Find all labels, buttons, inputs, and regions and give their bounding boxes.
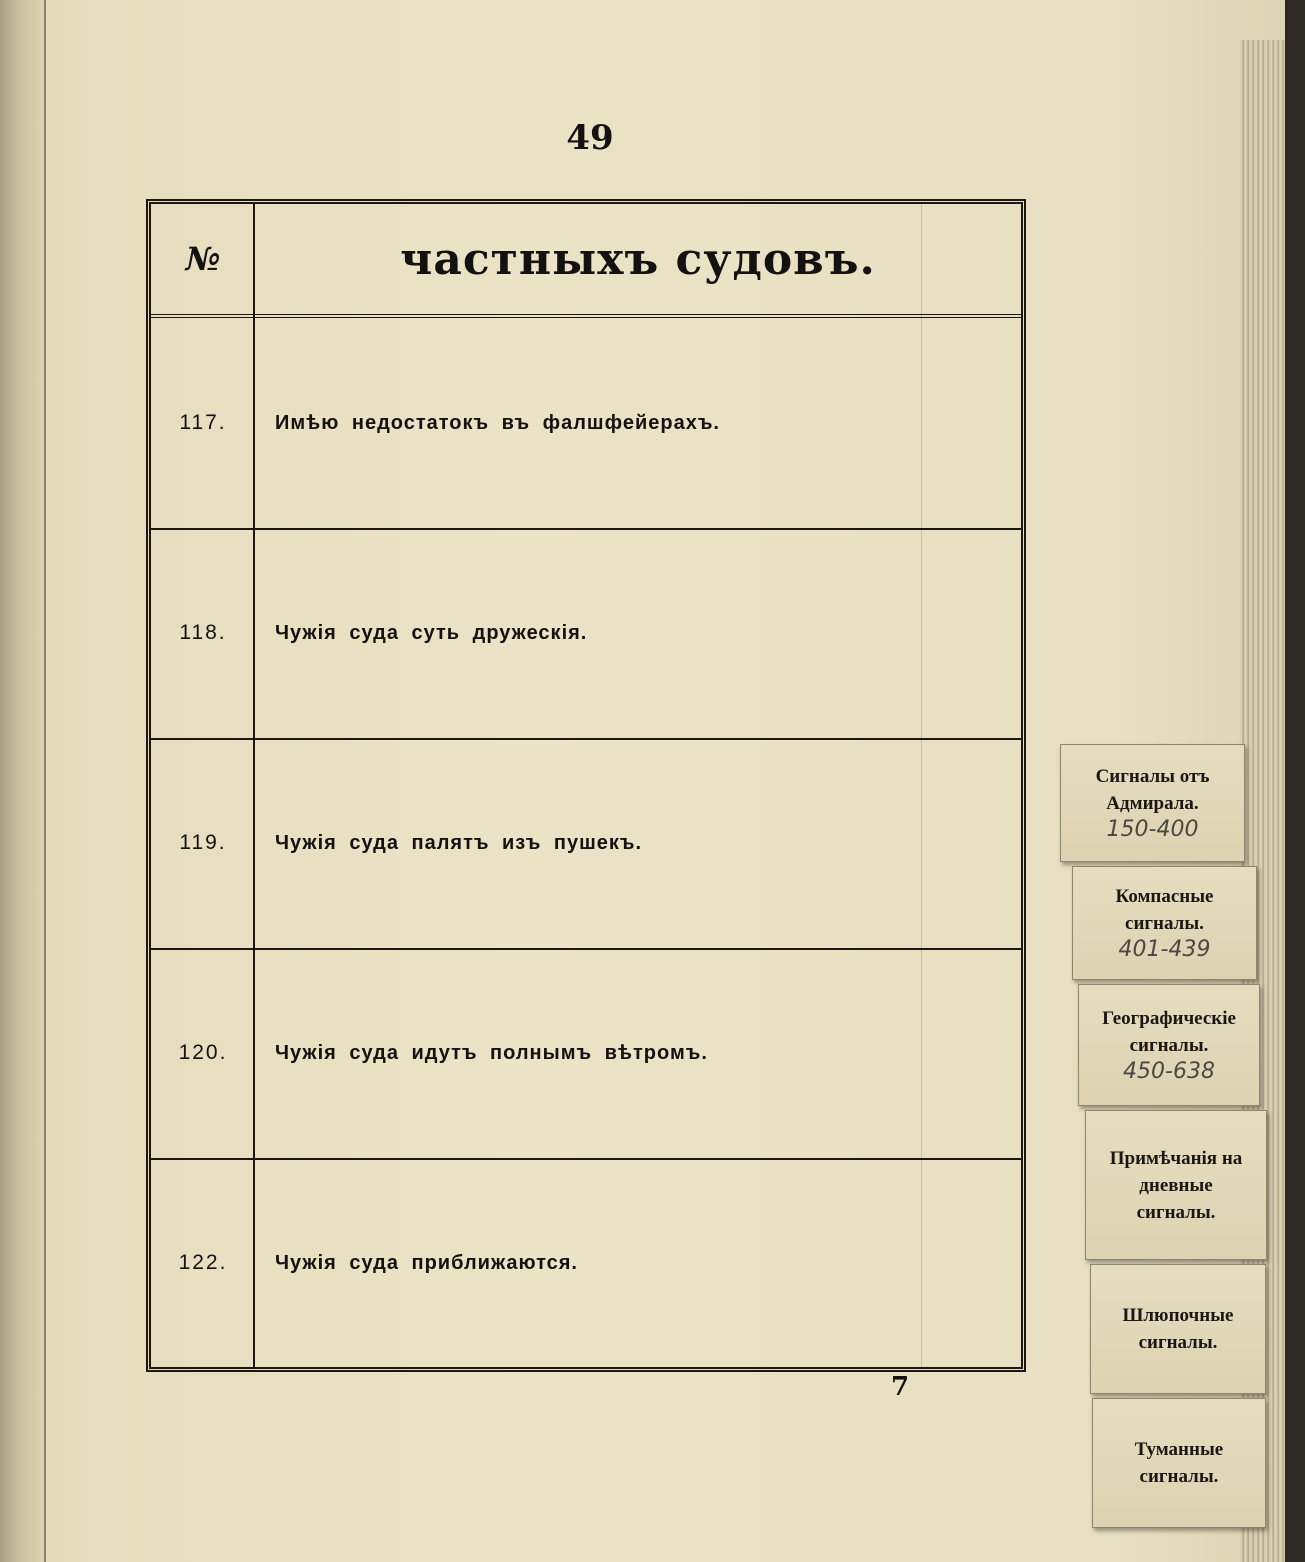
handwritten-range: 450-638	[1123, 1059, 1215, 1084]
tab-label: Компасные сигналы.	[1115, 886, 1214, 934]
page-number: 49	[566, 118, 614, 158]
table-row	[151, 1158, 1021, 1368]
index-tab-fog-signals[interactable]	[1092, 1398, 1266, 1528]
table-row	[151, 738, 1021, 950]
signature-number: 7	[890, 1372, 910, 1402]
tab-label: Шлюпочные сигналы.	[1122, 1305, 1234, 1353]
signal-text: Имѣю недостатокъ въ фалшфейерахъ.	[275, 411, 720, 434]
tab-label: Сигналы отъ Адмирала.	[1095, 766, 1210, 814]
index-tab-admiral-signals[interactable]	[1060, 744, 1245, 862]
table-row	[151, 318, 1021, 530]
signal-text: Чужія суда суть дружескія.	[275, 621, 588, 644]
signal-text: Чужія суда приближаются.	[275, 1251, 578, 1274]
signal-number: 122.	[178, 1251, 228, 1274]
signal-number: 117.	[179, 411, 227, 434]
table-row	[151, 528, 1021, 740]
signal-number: 120.	[178, 1041, 228, 1064]
table-header	[151, 204, 1021, 318]
index-tab-day-signal-notes[interactable]	[1085, 1110, 1267, 1260]
tab-label: Географическіе сигналы.	[1102, 1008, 1236, 1056]
signal-text: Чужія суда идутъ полнымъ вѣтромъ.	[275, 1041, 708, 1064]
table-title: частныхъ судовъ.	[400, 233, 876, 285]
handwritten-range: 401-439	[1118, 937, 1211, 962]
signal-number: 119.	[179, 831, 227, 854]
index-tab-compass-signals[interactable]	[1072, 866, 1257, 980]
book-cover-edge	[1285, 0, 1305, 1562]
index-tab-geographic-signals[interactable]	[1078, 984, 1260, 1106]
book-spine	[0, 0, 46, 1562]
signal-table	[146, 199, 1026, 1372]
index-tab-boat-signals[interactable]	[1090, 1264, 1266, 1394]
handwritten-range: 150-400	[1106, 817, 1199, 842]
signal-number: 118.	[179, 621, 227, 644]
tab-label: Туманные сигналы.	[1134, 1439, 1224, 1487]
number-column-header: №	[185, 240, 221, 278]
tab-label: Примѣчанія на дневные сигналы.	[1109, 1147, 1243, 1223]
signal-text: Чужія суда палятъ изъ пушекъ.	[275, 831, 643, 854]
table-row	[151, 948, 1021, 1160]
